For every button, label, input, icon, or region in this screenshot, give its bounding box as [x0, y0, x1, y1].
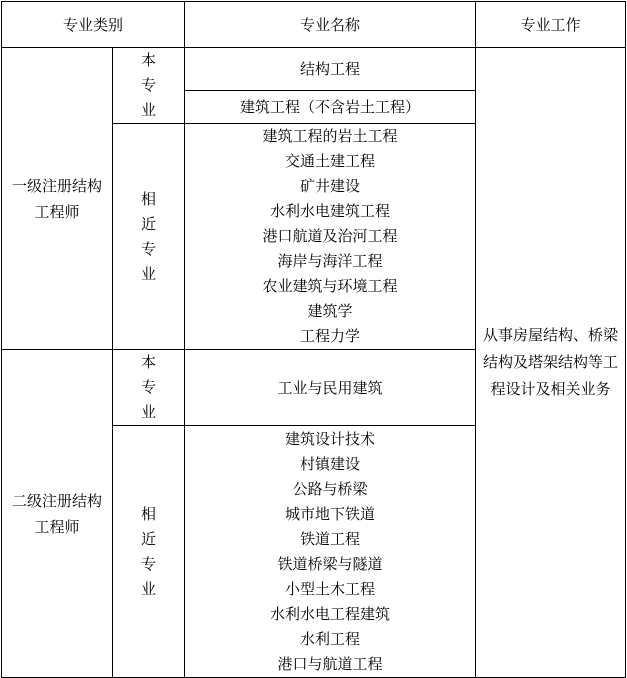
list-item: 交通土建工程 — [285, 152, 376, 170]
list-item: 建筑工程的岩土工程 — [262, 127, 398, 145]
near-majors-list — [185, 426, 476, 678]
near-major-label-cell — [113, 124, 185, 350]
list-item: 建筑学 — [307, 302, 353, 320]
same-major-label: 本专业 — [140, 353, 156, 421]
list-item: 城市地下铁道 — [285, 504, 376, 523]
list-item: 水利工程 — [300, 629, 361, 648]
category-cell-level1 — [2, 48, 113, 350]
header-work: 专业工作 — [476, 2, 626, 48]
list-item: 铁道工程 — [300, 529, 361, 548]
list-item: 农业建筑与环境工程 — [262, 277, 398, 295]
list-item: 水利水电工程建筑 — [270, 604, 391, 623]
list-item: 矿井建设 — [300, 177, 361, 195]
category-cell-level2 — [2, 350, 113, 678]
list-item: 水利水电建筑工程 — [270, 202, 391, 220]
header-major-name: 专业名称 — [185, 2, 476, 48]
list-item: 建筑设计技术 — [285, 429, 376, 448]
work-description: 从事房屋结构、桥梁结构及塔架结构等工程设计及相关业务 — [483, 326, 619, 398]
list-item: 小型土木工程 — [285, 579, 376, 598]
major-cell: 结构工程 — [185, 48, 476, 91]
list-item: 村镇建设 — [300, 454, 361, 473]
list-item: 公路与桥梁 — [292, 479, 368, 498]
header-category: 专业类别 — [2, 2, 185, 48]
same-major-label-cell — [113, 350, 185, 426]
list-item: 港口与航道工程 — [277, 654, 383, 673]
near-major-label-cell — [113, 426, 185, 678]
list-item: 港口航道及治河工程 — [262, 227, 398, 245]
major-table — [1, 1, 626, 678]
near-majors-list — [185, 124, 476, 350]
same-major-label: 本专业 — [140, 51, 156, 119]
same-major-label-cell — [113, 48, 185, 124]
near-major-label: 相近专业 — [140, 189, 156, 283]
work-cell — [476, 48, 626, 678]
category-label: 一级注册结构工程师 — [11, 176, 102, 221]
list-item: 工程力学 — [300, 327, 361, 345]
category-label: 二级注册结构工程师 — [11, 491, 102, 536]
list-item: 铁道桥梁与隧道 — [277, 554, 383, 573]
table-header-row — [2, 2, 626, 48]
near-major-label: 相近专业 — [140, 504, 156, 598]
major-cell: 建筑工程（不含岩土工程） — [185, 90, 476, 123]
list-item: 海岸与海洋工程 — [277, 252, 383, 270]
major-cell: 工业与民用建筑 — [185, 350, 476, 426]
table-row — [2, 48, 626, 91]
